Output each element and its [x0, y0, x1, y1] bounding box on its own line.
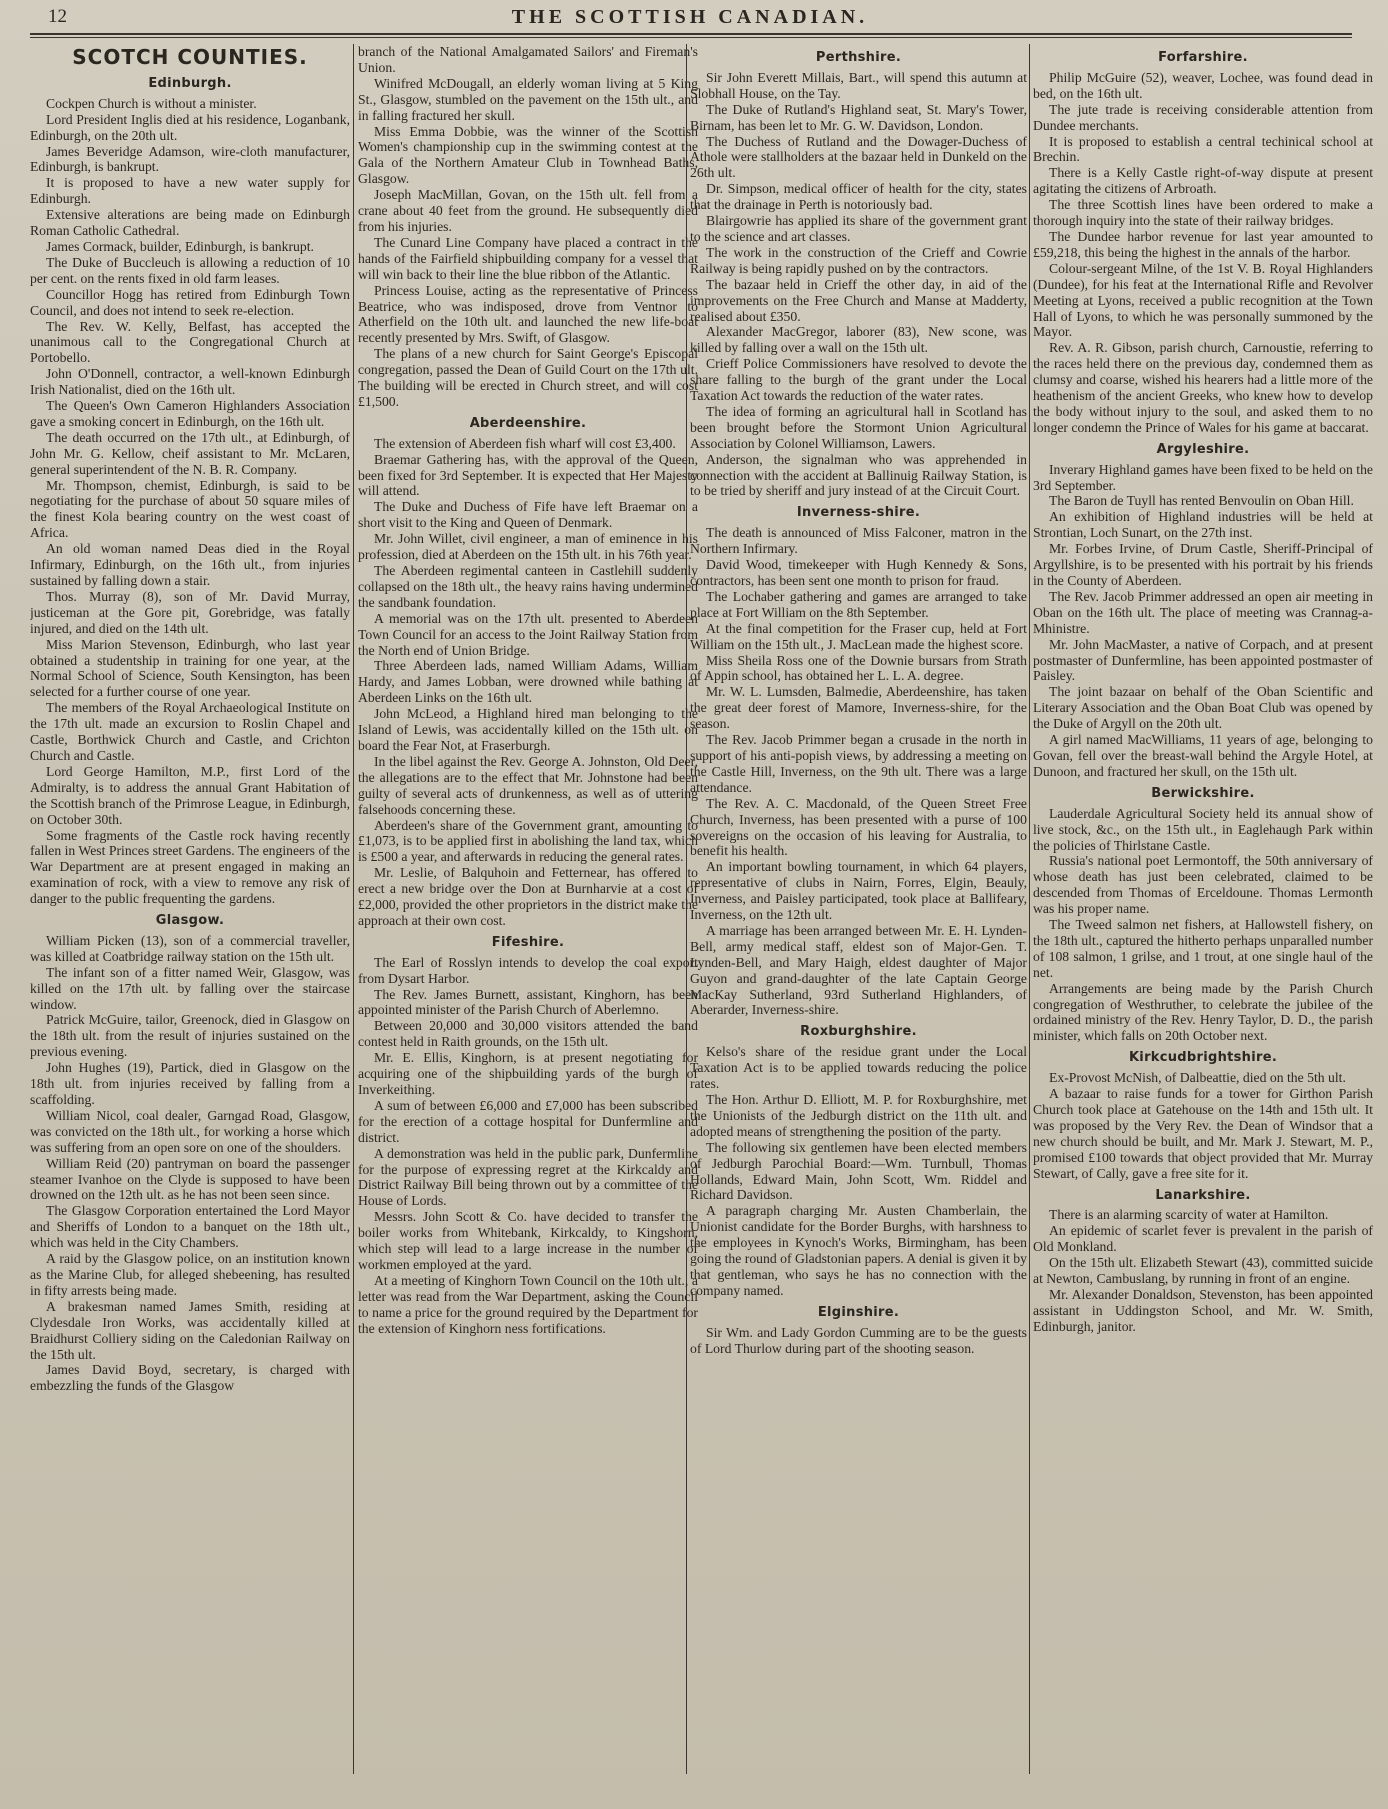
- news-paragraph: Lord President Inglis died at his residence, Loganbank, Edinburgh, on the 20th ult.: [30, 111, 350, 143]
- column-3: [690, 44, 1027, 1774]
- news-paragraph: It is proposed to have a new water supply for Edinburgh.: [30, 175, 350, 207]
- news-paragraph: The plans of a new church for Saint George's Episcopal congregation, passed the Dean of Guild Court on the 17th ult. The building will be erected in Church street, and will cost £1,500.: [358, 346, 698, 409]
- column-divider: [1029, 44, 1030, 1774]
- news-paragraph: A girl named MacWilliams, 11 years of age, belonging to Govan, fell over the breast-wall behind the Argyle Hotel, at Dunoon, and fractured her skull, on the 15th ult.: [1033, 732, 1373, 779]
- column-4: [1033, 44, 1373, 1774]
- news-paragraph: A bazaar to raise funds for a tower for Girthon Parish Church took place at Gatehouse on the 14th and 15th ult. It was proposed by the Very Rev. the Dean of Windsor that a new church should be built, and Mr. Mark J. Stewart, M. P., promised £100 towards that object provided that Mr. Murray Stewart, of Cally, gave a free site for it.: [1033, 1086, 1373, 1181]
- news-paragraph: Sir Wm. and Lady Gordon Cumming are to be the guests of Lord Thurlow during part of the shooting season.: [690, 1324, 1027, 1356]
- news-paragraph: On the 15th ult. Elizabeth Stewart (43), committed suicide at Newton, Cambuslang, by running in front of an engine.: [1033, 1255, 1373, 1287]
- news-paragraph: Messrs. John Scott & Co. have decided to transfer the boiler works from Whitebank, Kirkcaldy, to Kingshorn, which step will lead to a large increase in the number of workmen employed at the yard.: [358, 1209, 698, 1272]
- news-paragraph: Miss Emma Dobbie, was the winner of the Scottish Women's championship cup in the swimming contest at the Gala of the Northern Amateur Club in Townhead Baths, Glasgow.: [358, 123, 698, 187]
- news-paragraph: Anderson, the signalman who was apprehended in connection with the accident at Ballinuig Railway Station, is to be tried by sheriff and jury instead of at the Circuit Court.: [690, 451, 1027, 499]
- news-paragraph: The members of the Royal Archaeological Institute on the 17th ult. made an excursion to Roslin Chapel and Castle, Borthwick Church and Castle, and Crichton Church and Castle.: [30, 700, 350, 763]
- news-paragraph: The Baron de Tuyll has rented Benvoulin on Oban Hill.: [1049, 493, 1354, 509]
- masthead: [30, 4, 1350, 28]
- news-paragraph: James Beveridge Adamson, wire-cloth manufacturer, Edinburgh, is bankrupt.: [30, 143, 350, 175]
- news-paragraph: The death occurred on the 17th ult., at Edinburgh, of John Mr. G. Kellow, cheif assistant to Mr. McLaren, general superintendent of the N. B. R. Company.: [30, 429, 350, 477]
- news-paragraph: The joint bazaar on behalf of the Oban Scientific and Literary Association and the Oban Boat Club was opened by the Duke of Argyll on the 20th ult.: [1033, 684, 1373, 732]
- news-paragraph: The Tweed salmon net fishers, at Hallowstell fishery, on the 18th ult., captured the hitherto perhaps unparalled number of 108 salmon, 1 grilse, and 1 trout, at one single haul of the net.: [1033, 917, 1373, 980]
- county-heading: Inverness-shire.: [796, 505, 921, 521]
- news-paragraph: Inverary Highland games have been fixed to be held on the 3rd September.: [1033, 461, 1373, 493]
- news-paragraph: A marriage has been arranged between Mr. E. H. Lynden-Bell, army medical staff, eldest son of Major-Gen. T. Lynden-Bell, and Mary Haigh, eldest daughter of Major Guyon and grand-daughter of the late Captain George MacKay Sutherland, 93rd Sutherland Highlanders, of Aberarder, Inverness-shire.: [690, 922, 1027, 1018]
- paper-title: THE SCOTTISH CANADIAN.: [511, 6, 869, 28]
- news-paragraph: The Aberdeen regimental canteen in Castlehill suddenly collapsed on the 18th ult., the heavy rains having undermined the sandbank foundation.: [358, 563, 698, 610]
- news-paragraph: Councillor Hogg has retired from Edinburgh Town Council, and does not intend to seek re-election.: [30, 286, 350, 318]
- news-paragraph: Alexander MacGregor, laborer (83), New scone, was killed by falling over a wall on the 15th ult.: [690, 324, 1027, 356]
- news-paragraph: The work in the construction of the Crieff and Cowrie Railway is being rapidly pushed on by the contractors.: [690, 244, 1027, 276]
- news-paragraph: The idea of forming an agricultural hall in Scotland has been brought before the Stormont Union Agricultural Association by Colonel Williamson, Lawers.: [690, 403, 1027, 451]
- news-paragraph: An exhibition of Highland industries will be held at Strontian, Loch Sunart, on the 27th inst.: [1033, 509, 1373, 541]
- news-paragraph: Thos. Murray (8), son of Mr. David Murray, justiceman at the Gore pit, Gorebridge, was fatally injured, and died on the 14th ult.: [30, 588, 350, 636]
- news-paragraph: In the libel against the Rev. George A. Johnston, Old Deer, the allegations are to the effect that Mr. Johnstone had been guilty of several acts of drunkenness, as well as of uttering falsehoods concerning these.: [358, 753, 698, 817]
- news-paragraph: Cockpen Church is without a minister.: [46, 95, 257, 111]
- news-paragraph: Aberdeen's share of the Government grant, amounting to £1,073, is to be applied first in abolishing the land tax, which is £500 a year, and afterwards in reducing the general rates.: [358, 817, 698, 865]
- news-paragraph: A brakesman named James Smith, residing at Clydesdale Iron Works, was accidentally killed at Braidhurst Colliery siding on the Caledonian Railway on the 15th ult.: [30, 1298, 350, 1362]
- county-heading: Roxburghshire.: [800, 1024, 917, 1040]
- news-paragraph: The jute trade is receiving considerable attention from Dundee merchants.: [1033, 101, 1373, 133]
- news-paragraph: Three Aberdeen lads, named William Adams, William Hardy, and James Lobban, were drowned while bathing at Aberdeen Links on the 16th ult.: [358, 658, 698, 706]
- county-heading: Forfarshire.: [1158, 50, 1248, 65]
- news-paragraph: John O'Donnell, contractor, a well-known Edinburgh Irish Nationalist, died on the 16th ult.: [30, 366, 350, 398]
- news-paragraph: Miss Marion Stevenson, Edinburgh, who last year obtained a studentship in training for one year, at the Normal School of Science, South Kensington, has been selected for a further course of one year.: [30, 636, 350, 700]
- news-paragraph: A memorial was on the 17th ult. presented to Aberdeen Town Council for an access to the Joint Railway Station from the North end of Union Bridge.: [358, 610, 698, 658]
- county-heading: Edinburgh.: [148, 75, 232, 91]
- news-paragraph: A sum of between £6,000 and £7,000 has been subscribed for the erection of a cottage hospital for Dunfermline and district.: [358, 1097, 698, 1145]
- news-paragraph: Lord George Hamilton, M.P., first Lord of the Admiralty, is to address the annual Grant Habitation of the Scottish branch of the Primrose League, in Edinburgh, on October 30th.: [30, 763, 350, 827]
- news-paragraph: Winifred McDougall, an elderly woman living at 5 King St., Glasgow, stumbled on the pavement on the 15th ult., and in falling fractured her skull.: [358, 75, 698, 123]
- news-paragraph: Between 20,000 and 30,000 visitors attended the band contest held in Raith grounds, on the 15th ult.: [358, 1018, 698, 1050]
- news-paragraph: Mr. E. Ellis, Kinghorn, is at present negotiating for acquiring one of the shipbuilding yards of the burgh of Inverkeithing.: [358, 1050, 698, 1097]
- news-paragraph: The Duke and Duchess of Fife have left Braemar on a short visit to the King and Queen of Denmark.: [358, 499, 698, 531]
- news-paragraph: Philip McGuire (52), weaver, Lochee, was found dead in bed, on the 16th ult.: [1033, 69, 1373, 101]
- news-paragraph: A demonstration was held in the public park, Dunfermline for the purpose of expressing regret at the Kirkcaldy and District Railway Bill being thrown out by a committee of the House of Lords.: [358, 1145, 698, 1209]
- news-paragraph: Rev. A. R. Gibson, parish church, Carnoustie, referring to the races held there on the previous day, condemned them as clumsy and coarse, wished his hearers had a little more of the heathenism of the ancient Greeks, who knew how to develop the body without injury to the soul, and asked them to no longer condemn the Prince of Wales for his game at baccarat.: [1033, 340, 1373, 435]
- news-paragraph: Some fragments of the Castle rock having recently fallen in West Princes street Gardens. The engineers of the War Department are at present engaged in making an examination of rock, with a view to remove any risk of danger to the public frequenting the gardens.: [30, 827, 350, 907]
- county-heading: Fifeshire.: [491, 934, 565, 950]
- county-heading: Argyleshire.: [1156, 441, 1250, 457]
- news-paragraph: The infant son of a fitter named Weir, Glasgow, was killed on the 17th ult. by falling over the staircase window.: [30, 964, 350, 1012]
- news-paragraph: John Hughes (19), Partick, died in Glasgow on the 18th ult. from injuries received by falling from a scaffolding.: [30, 1060, 350, 1107]
- news-paragraph: The Rev. James Burnett, assistant, Kinghorn, has been appointed minister of the Parish Church of Aberlemno.: [358, 986, 698, 1018]
- news-paragraph: Lauderdale Agricultural Society held its annual show of live stock, &c., on the 15th ult., in Eaglehaugh Park within the policies of Thirlstane Castle.: [1033, 805, 1373, 853]
- news-paragraph: branch of the National Amalgamated Sailors' and Fireman's Union.: [358, 44, 698, 75]
- news-paragraph: There is an alarming scarcity of water at Hamilton.: [1049, 1207, 1329, 1223]
- news-paragraph: Russia's national poet Lermontoff, the 50th anniversary of whose death has just been celebrated, claimed to be descended from Thomas of Erceldoune. Thomas Lermonth was his proper name.: [1033, 853, 1373, 917]
- column-2: [358, 44, 698, 1774]
- news-paragraph: Sir John Everett Millais, Bart., will spend this autumn at Slobhall House, on the Tay.: [690, 69, 1027, 101]
- news-paragraph: Kelso's share of the residue grant under the Local Taxation Act is to be applied towards reducing the police rates.: [690, 1044, 1027, 1092]
- page-number: 12: [48, 6, 67, 27]
- news-paragraph: Mr. John MacMaster, a native of Corpach, and at present postmaster of Dunfermline, has been appointed postmaster of Paisley.: [1033, 636, 1373, 684]
- news-paragraph: Mr. Alexander Donaldson, Stevenston, has been appointed assistant in Uddingston School, and Mr. W. Smith, Edinburgh, janitor.: [1033, 1286, 1373, 1334]
- county-heading: Glasgow.: [155, 913, 225, 929]
- news-paragraph: The Queen's Own Cameron Highlanders Association gave a smoking concert in Edinburgh, on the 16th ult.: [30, 398, 350, 429]
- news-paragraph: The death is announced of Miss Falconer, matron in the Northern Infirmary.: [690, 525, 1027, 557]
- news-paragraph: Patrick McGuire, tailor, Greenock, died in Glasgow on the 18th ult. from the result of injuries sustained on the previous evening.: [30, 1012, 350, 1060]
- news-paragraph: Mr. Leslie, of Balquhoin and Fetternear, has offered to erect a new bridge over the Don at Burnharvie at a cost of £2,000, provided the other proprietors in the district make the approach at their own cost.: [358, 865, 698, 928]
- news-paragraph: Blairgowrie has applied its share of the government grant to the science and art classes.: [690, 213, 1027, 244]
- news-paragraph: Extensive alterations are being made on Edinburgh Roman Catholic Cathedral.: [30, 207, 350, 239]
- county-heading: Lanarkshire.: [1155, 1187, 1251, 1203]
- header-rule: [30, 33, 1352, 35]
- news-paragraph: Miss Sheila Ross one of the Downie bursars from Strath of Appin school, has obtained her L. L. A. degree.: [690, 652, 1027, 684]
- news-paragraph: At the final competition for the Fraser cup, held at Fort William on the 15th ult., J. MacLean made the highest score.: [690, 620, 1027, 652]
- news-paragraph: Mr. Thompson, chemist, Edinburgh, is said to be negotiating for the purchase of about 50 square miles of the finest Kola bearing country on the west coast of Africa.: [30, 477, 350, 541]
- news-paragraph: Mr. Forbes Irvine, of Drum Castle, Sheriff-Principal of Argyllshire, is to be presented with his portrait by his friends in the County of Aberdeen.: [1033, 541, 1373, 588]
- news-paragraph: The extension of Aberdeen fish wharf will cost £3,400.: [374, 435, 676, 451]
- news-paragraph: The Hon. Arthur D. Elliott, M. P. for Roxburghshire, met the Unionists of the Jedburgh district on the 11th ult. and adopted means of strengthening the position of the party.: [690, 1092, 1027, 1139]
- news-paragraph: The bazaar held in Crieff the other day, in aid of the improvements on the Free Church and Manse at Madderty, realised about £350.: [690, 276, 1027, 324]
- news-paragraph: An important bowling tournament, in which 64 players, representative of clubs in Nairn, Forres, Elgin, Beauly, Inverness, and Paisley participated, took place at Ballifeary, Inverness, on the 12th ult.: [690, 859, 1027, 923]
- news-paragraph: William Picken (13), son of a commercial traveller, was killed at Coatbridge railway station on the 15th ult.: [30, 932, 350, 964]
- news-paragraph: Arrangements are being made by the Parish Church congregation of Westhruther, to celebrate the jubilee of the ordained ministry of the Rev. Henry Taylor, D. D., the parish minister, which falls on 20th October next.: [1033, 980, 1373, 1044]
- news-paragraph: William Reid (20) pantryman on board the passenger steamer Ivanhoe on the Clyde is supposed to have been drowned on the 12th ult. as he has not been seen since.: [30, 1155, 350, 1203]
- news-paragraph: A raid by the Glasgow police, on an institution known as the Marine Club, for alleged shebeening, has resulted in fifty arrests being made.: [30, 1251, 350, 1298]
- news-paragraph: Mr. John Willet, civil engineer, a man of eminence in his profession, died at Aberdeen on the 15th ult. in his 76th year.: [358, 531, 698, 563]
- news-paragraph: An old woman named Deas died in the Royal Infirmary, Edinburgh, on the 16th ult., from injuries sustained by falling down a stair.: [30, 541, 350, 588]
- news-paragraph: The Dundee harbor revenue for last year amounted to £59,218, this being the highest in the annals of the harbor.: [1033, 228, 1373, 260]
- news-paragraph: Ex-Provost McNish, of Dalbeattie, died on the 5th ult.: [1049, 1070, 1346, 1086]
- news-paragraph: There is a Kelly Castle right-of-way dispute at present agitating the citizens of Arbroath.: [1033, 165, 1373, 197]
- news-paragraph: The Duke of Rutland's Highland seat, St. Mary's Tower, Birnam, has been let to Mr. G. W. Davidson, London.: [690, 101, 1027, 133]
- news-paragraph: Dr. Simpson, medical officer of health for the city, states that the drainage in Perth is notoriously bad.: [690, 181, 1027, 213]
- news-paragraph: The Lochaber gathering and games are arranged to take place at Fort William on the 8th September.: [690, 588, 1027, 620]
- news-paragraph: At a meeting of Kinghorn Town Council on the 10th ult., a letter was read from the War Department, asking the Council to name a price for the ground required by the Department for the extension of Kinghorn ness fortifications.: [358, 1272, 698, 1336]
- news-paragraph: The Rev. Jacob Primmer began a crusade in the north in support of his anti-popish views, by addressing a meeting on the Castle Hill, Inverness, on the 9th ult. There was a large attendance.: [690, 732, 1027, 795]
- news-paragraph: The three Scottish lines have been ordered to make a thorough inquiry into the state of their railway bridges.: [1033, 197, 1373, 229]
- news-paragraph: The Rev. Jacob Primmer addressed an open air meeting in Oban on the 16th ult. The place of meeting was Crannag-a-Mhinistre.: [1033, 588, 1373, 636]
- news-paragraph: The Duchess of Rutland and the Dowager-Duchess of Athole were stallholders at the bazaar held in Dunkeld on the 26th ult.: [690, 133, 1027, 181]
- news-paragraph: Colour-sergeant Milne, of the 1st V. B. Royal Highlanders (Dundee), for his feat at the International Rifle and Revolver Meeting at Lyons, received a public recognition at the Town Hall of Lyons, to which he was personally summoned by the Mayor.: [1033, 260, 1373, 340]
- news-paragraph: An epidemic of scarlet fever is prevalent in the parish of Old Monkland.: [1033, 1223, 1373, 1255]
- page-title: SCOTCH COUNTIES.: [72, 45, 308, 69]
- news-paragraph: The following six gentlemen have been elected members of Jedburgh Parochial Board:—Wm. Turnbull, Thomas Hollands, Edward Main, John Scott, Wm. Riddel and Richard Davidson.: [690, 1139, 1027, 1203]
- news-paragraph: James David Boyd, secretary, is charged with embezzling the funds of the Glasgow: [30, 1362, 350, 1394]
- news-paragraph: The Cunard Line Company have placed a contract in the hands of the Fairfield shipbuilding company for a vessel that will win back to their line the blue ribbon of the Atlantic.: [358, 234, 698, 282]
- county-heading: Berwickshire.: [1151, 785, 1255, 801]
- news-paragraph: David Wood, timekeeper with Hugh Kennedy & Sons, contractors, has been sent one month to prison for fraud.: [690, 557, 1027, 588]
- county-heading: Elginshire.: [817, 1304, 900, 1320]
- news-paragraph: James Cormack, builder, Edinburgh, is bankrupt.: [46, 238, 314, 254]
- county-heading: Aberdeenshire.: [469, 415, 587, 431]
- news-paragraph: Crieff Police Commissioners have resolved to devote the share falling to the burgh of the grant under the Local Taxation Act towards the reduction of the water rates.: [690, 356, 1027, 404]
- news-paragraph: The Glasgow Corporation entertained the Lord Mayor and Sheriffs of London to a banquet on the 18th ult., which was held in the City Chambers.: [30, 1203, 350, 1251]
- news-paragraph: John McLeod, a Highland hired man belonging to the Island of Lewis, was accidentally killed on the 15th ult. on board the Fear Not, at Fraserburgh.: [358, 706, 698, 753]
- news-paragraph: Braemar Gathering has, with the approval of the Queen, been fixed for 3rd September. It is expected that Her Majesty will attend.: [358, 451, 698, 499]
- news-paragraph: A paragraph charging Mr. Austen Chamberlain, the Unionist candidate for the Border Burghs, with harshness to the employees in Kynoch's Works, Birmingham, has been going the round of Gladstonian papers. A denial is given it by that gentleman, who says he has no connection with the company named.: [690, 1203, 1027, 1298]
- news-paragraph: It is proposed to establish a central techinical school at Brechin.: [1033, 133, 1373, 165]
- news-paragraph: William Nicol, coal dealer, Garngad Road, Glasgow, was convicted on the 18th ult., for working a horse which was suffering from an open sore on one of the shoulders.: [30, 1107, 350, 1155]
- news-paragraph: Mr. W. L. Lumsden, Balmedie, Aberdeenshire, has taken the great deer forest of Mamore, Inverness-shire, for the season.: [690, 684, 1027, 732]
- news-paragraph: Princess Louise, acting as the representative of Princess Beatrice, who was indisposed, drove from Ventnor to Atherfield on the 10th ult. and launched the new life-boat recently presented by Mrs. Swift, of Glasgow.: [358, 282, 698, 346]
- column-divider: [353, 44, 354, 1774]
- county-heading: Perthshire.: [815, 50, 902, 65]
- county-heading: Kirkcudbrightshire.: [1128, 1050, 1278, 1066]
- header-rule-thin: [30, 37, 1352, 38]
- news-paragraph: The Earl of Rosslyn intends to develop the coal export from Dysart Harbor.: [358, 954, 698, 986]
- news-paragraph: The Duke of Buccleuch is allowing a reduction of 10 per cent. on the rents fixed in old farm leases.: [30, 254, 350, 286]
- news-paragraph: Joseph MacMillan, Govan, on the 15th ult. fell from a crane about 40 feet from the ground. He subsequently died from his injuries.: [358, 187, 698, 234]
- news-paragraph: The Rev. W. Kelly, Belfast, has accepted the unanimous call to the Congregational Church at Portobello.: [30, 318, 350, 366]
- column-1: [30, 44, 350, 1774]
- news-paragraph: The Rev. A. C. Macdonald, of the Queen Street Free Church, Inverness, has been presented with a purse of 100 sovereigns on the occasion of his leaving for Australia, to benefit his health.: [690, 795, 1027, 859]
